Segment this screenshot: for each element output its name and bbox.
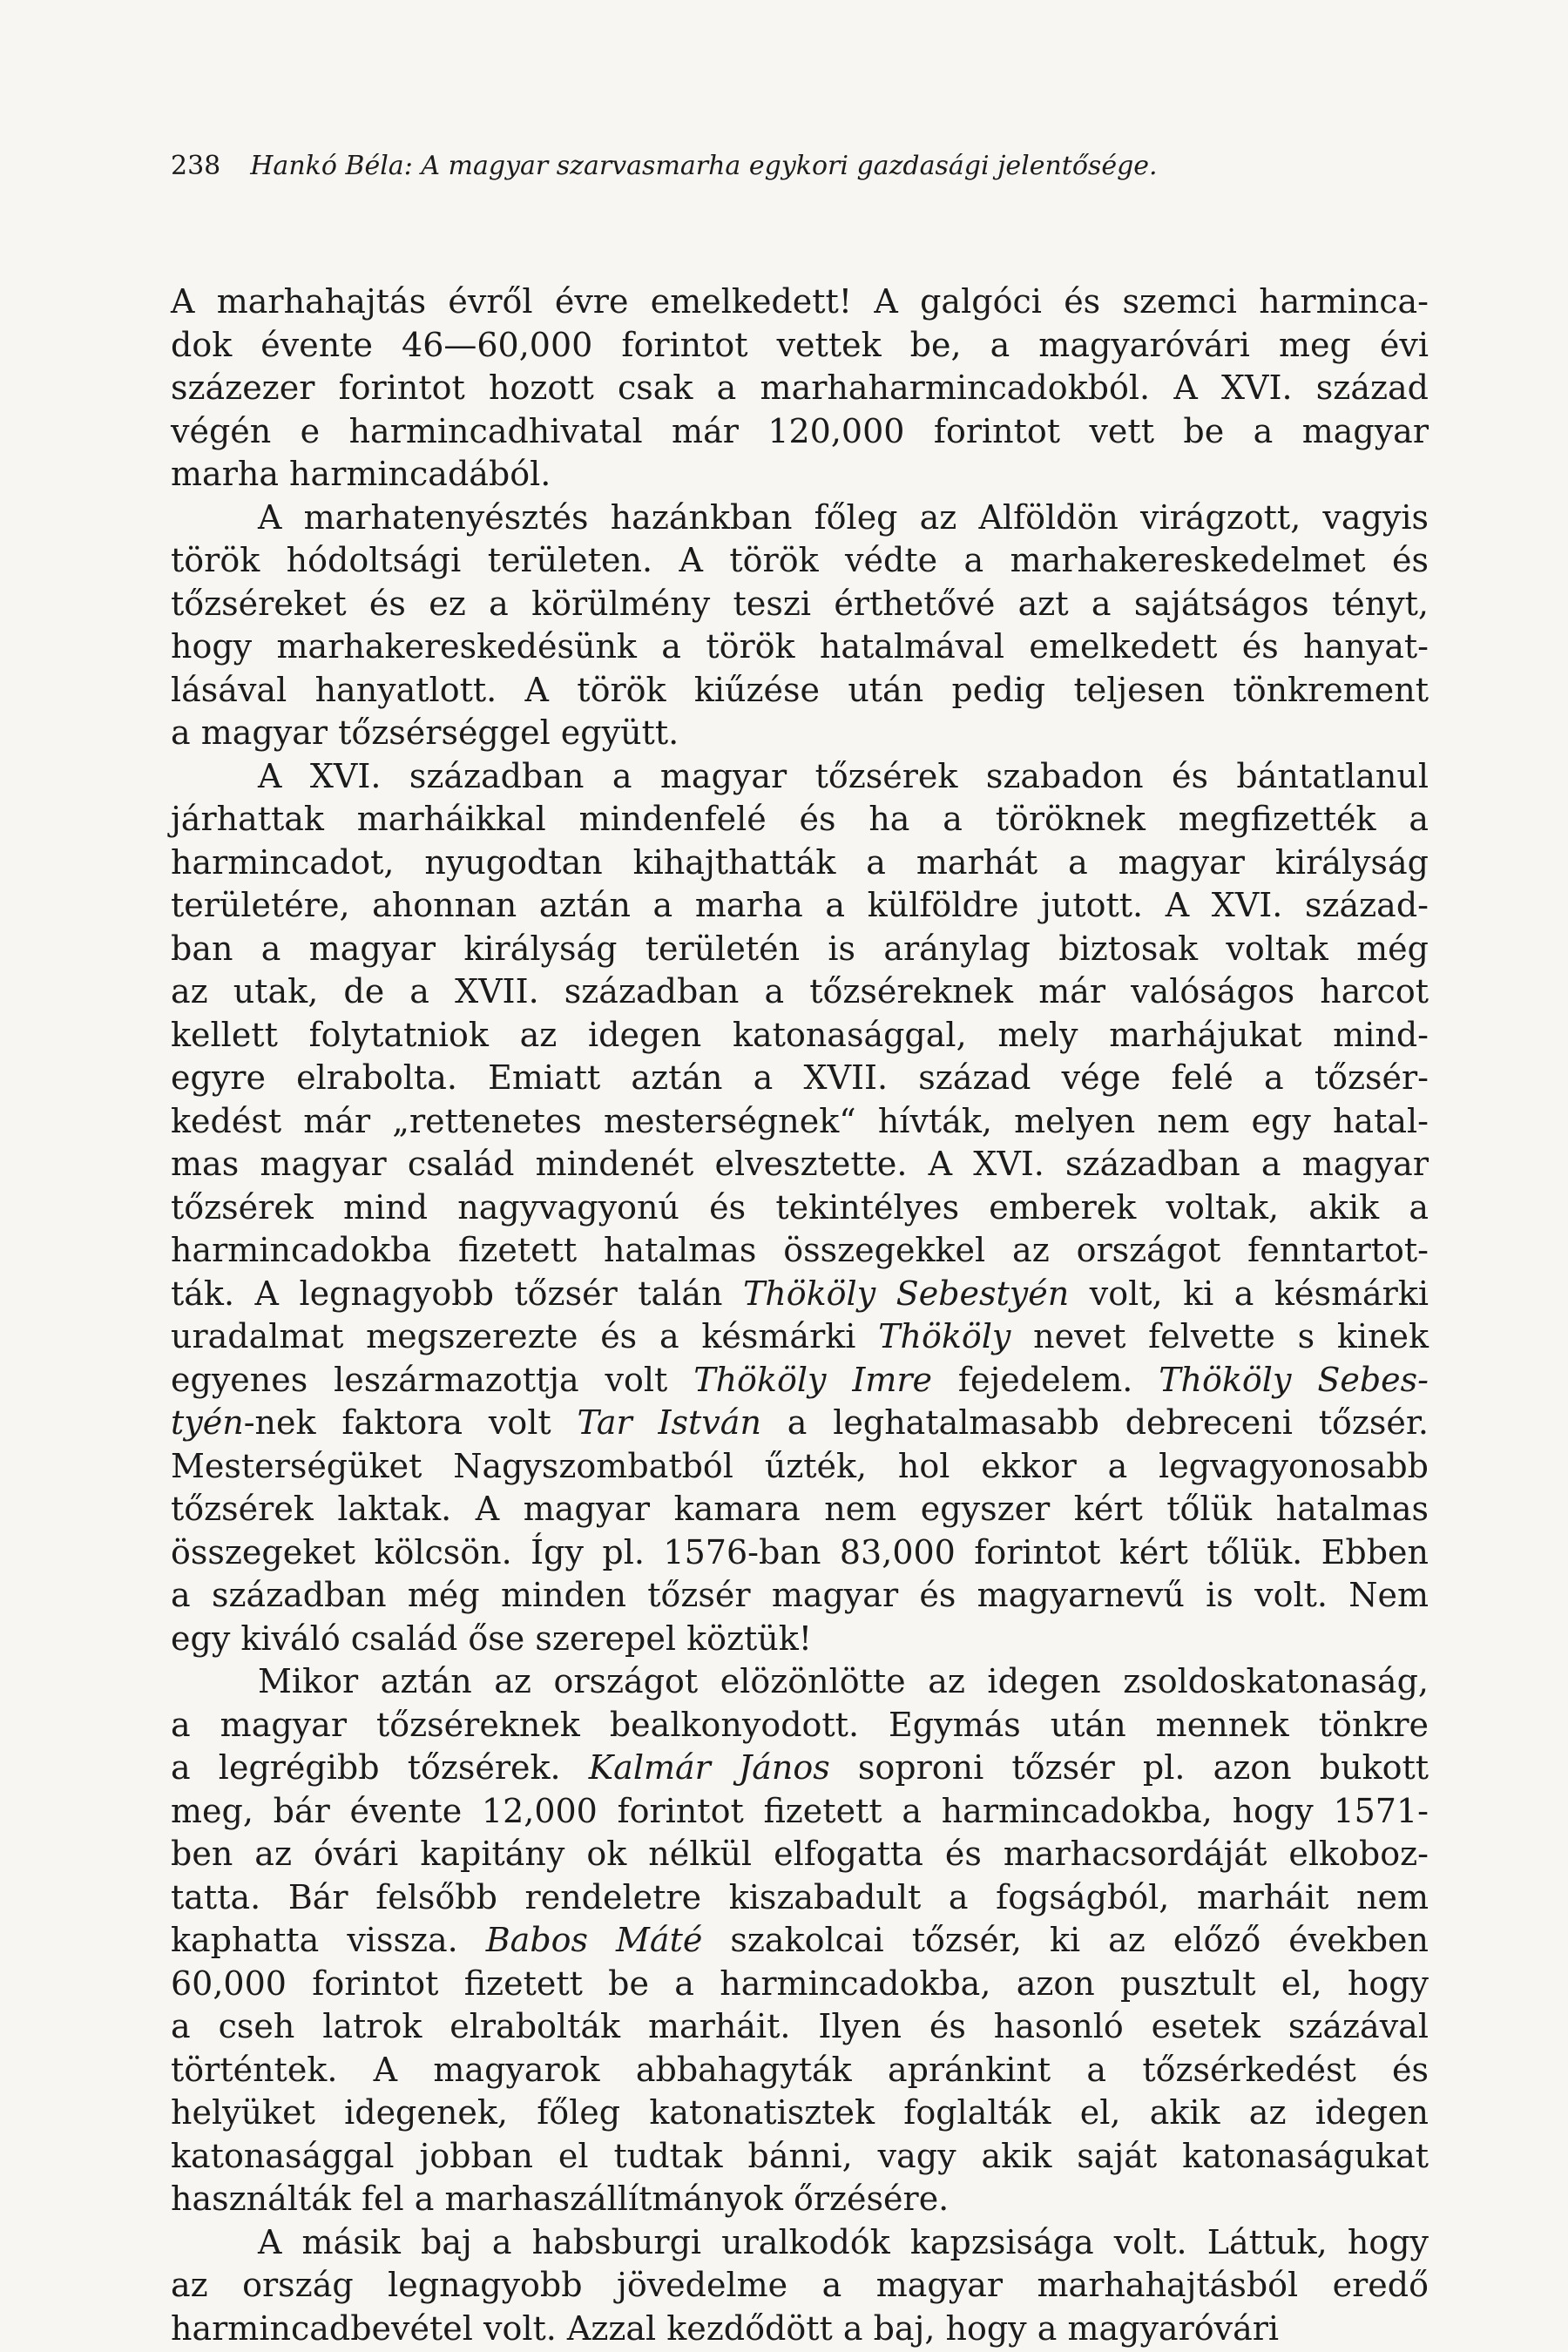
- text-line: ban a magyar királyság területén is aránylag biztosak voltak még: [171, 929, 1429, 968]
- text-line: az utak, de a XVII. században a tőzséreknek már valóságos harcot: [171, 972, 1429, 1010]
- text-line: egyenes leszármazottja volt Thököly Imre fejedelem. Thököly Sebes-: [171, 1360, 1429, 1399]
- paragraph: [171, 2221, 1429, 2351]
- text-line: Mikor aztán az országot elözönlötte az idegen zsoldoskatonaság,: [258, 1662, 1429, 1700]
- text-line: A marhahajtás évről évre emelkedett! A galgóci és szemci harminca-: [171, 282, 1429, 321]
- text-line: harmincadokba fizetett hatalmas összegekkel az országot fenntartot-: [171, 1231, 1429, 1269]
- page: [171, 150, 1429, 2350]
- text-line: helyüket idegenek, főleg katonatisztek foglalták el, akik az idegen: [171, 2093, 1429, 2132]
- paragraph: [171, 755, 1429, 1661]
- text-line: összegeket kölcsön. Így pl. 1576-ban 83,000 forintot kért tőlük. Ebben: [171, 1532, 1429, 1571]
- text-line: a magyar tőzsérséggel együtt.: [171, 713, 679, 752]
- text-line: hogy marhakereskedésünk a török hatalmával emelkedett és hanyat-: [171, 627, 1429, 666]
- running-head: [171, 150, 1429, 183]
- text-line: tyén-nek faktora volt Tar István a leghatalmasabb debreceni tőzsér.: [171, 1403, 1429, 1442]
- text-line: tőzsérek laktak. A magyar kamara nem egyszer kért tőlük hatalmas: [171, 1490, 1429, 1528]
- paragraph: [171, 497, 1429, 755]
- text-line: A XVI. században a magyar tőzsérek szabadon és bántatlanul: [258, 756, 1429, 795]
- text-line: végén e harmincadhivatal már 120,000 forintot vett be a magyar: [171, 411, 1429, 450]
- text-line: a legrégibb tőzsérek. Kalmár János soproni tőzsér pl. azon bukott: [171, 1748, 1429, 1787]
- paragraph: [171, 280, 1429, 497]
- running-title: Hankó Béla: A magyar szarvasmarha egykori gazdasági jelentősége.: [250, 151, 1158, 181]
- paragraph: [171, 1660, 1429, 2221]
- text-line: területére, ahonnan aztán a marha a külföldre jutott. A XVI. század-: [171, 886, 1429, 924]
- text-line: dok évente 46—60,000 forintot vettek be, a magyaróvári meg évi: [171, 325, 1429, 364]
- text-line: kedést már „rettenetes mesterségnek“ hívták, melyen nem egy hatal-: [171, 1101, 1429, 1140]
- text-line: százezer forintot hozott csak a marhaharmincadokból. A XVI. század: [171, 368, 1429, 407]
- text-line: használták fel a marhaszállítmányok őrzésére.: [171, 2180, 950, 2218]
- text-line: kellett folytatniok az idegen katonasággal, mely marhájukat mind-: [171, 1015, 1429, 1054]
- text-line: török hódoltsági területen. A török védte a marhakereskedelmet és: [171, 541, 1429, 579]
- text-line: 60,000 forintot fizetett be a harmincadokba, azon pusztult el, hogy: [171, 1963, 1429, 2003]
- text-line: A marhatenyésztés hazánkban főleg az Alföldön virágzott, vagyis: [258, 497, 1429, 537]
- text-line: egyre elrabolta. Emiatt aztán a XVII. század vége felé a tőzsér-: [171, 1058, 1429, 1097]
- text-line: tőzsérek mind nagyvagyonú és tekintélyes emberek voltak, akik a: [171, 1187, 1429, 1227]
- text-line: harmincadot, nyugodtan kihajthatták a marhát a magyar királyság: [171, 842, 1429, 882]
- text-line: a cseh latrok elrabolták marháit. Ilyen és hasonló esetek százával: [171, 2007, 1429, 2045]
- text-line: marha harmincadából.: [171, 455, 551, 493]
- text-line: a században még minden tőzsér magyar és magyarnevű is volt. Nem: [171, 1576, 1429, 1614]
- text-line: Mesterségüket Nagyszombatból űzték, hol ekkor a legvagyonosabb: [171, 1446, 1429, 1485]
- text-line: egy kiváló család őse szerepel köztük!: [171, 1619, 813, 1658]
- page-number: 238: [171, 151, 221, 181]
- text-line: ben az óvári kapitány ok nélkül elfogatta és marhacsordáját elkoboz-: [171, 1835, 1429, 1873]
- text-line: uradalmat megszerezte és a késmárki Thököly nevet felvette s kinek: [171, 1317, 1429, 1355]
- text-line: A másik baj a habsburgi uralkodók kapzsisága volt. Láttuk, hogy: [258, 2222, 1429, 2261]
- text-line: a magyar tőzséreknek bealkonyodott. Egymás után mennek tönkre: [171, 1705, 1429, 1744]
- text-line: kaphatta vissza. Babos Máté szakolcai tőzsér, ki az előző években: [171, 1921, 1429, 1959]
- text-line: történtek. A magyarok abbahagyták apránkint a tőzsérkedést és: [171, 2050, 1429, 2089]
- text-line: harmincadbevétel volt. Azzal kezdődött a baj, hogy a magyaróvári: [171, 2308, 1280, 2348]
- text-line: járhattak marháikkal mindenfelé és ha a töröknek megfizették a: [171, 800, 1429, 838]
- text-line: mas magyar család mindenét elvesztette. A XVI. században a magyar: [171, 1145, 1429, 1183]
- text-line: lásával hanyatlott. A török kiűzése után pedig teljesen tönkrement: [171, 670, 1429, 709]
- text-line: tatta. Bár felsőbb rendeletre kiszabadult a fogságból, marháit nem: [171, 1877, 1429, 1916]
- text-line: ták. A legnagyobb tőzsér talán Thököly Sebestyén volt, ki a késmárki: [171, 1274, 1429, 1313]
- text-line: tőzséreket és ez a körülmény teszi érthetővé azt a sajátságos tényt,: [171, 584, 1429, 623]
- text-line: katonasággal jobban el tudtak bánni, vagy akik saját katonaságukat: [171, 2136, 1429, 2175]
- text-line: meg, bár évente 12,000 forintot fizetett a harmincadokba, hogy 1571-: [171, 1791, 1429, 1830]
- body-text: [171, 280, 1429, 2350]
- text-line: az ország legnagyobb jövedelme a magyar marhahajtásból eredő: [171, 2266, 1429, 2304]
